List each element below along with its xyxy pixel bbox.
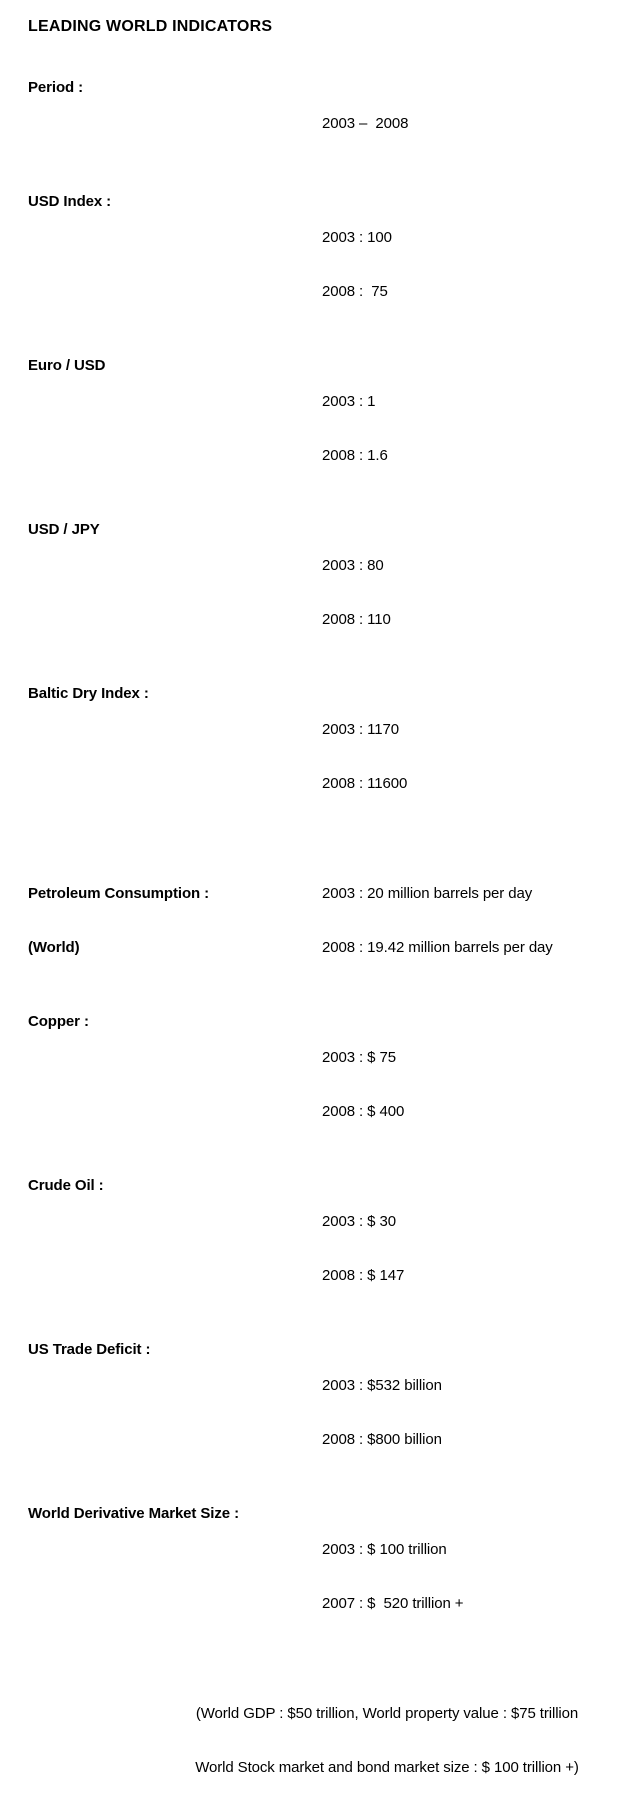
indicator-label: World Derivative Market Size : [28, 1505, 239, 1522]
indicator-label: US Trade Deficit : [28, 1341, 151, 1358]
indicator-row-euro-usd [28, 357, 624, 501]
indicator-values [322, 1341, 442, 1485]
value-line: 2008 : 75 [322, 283, 388, 300]
value-line: 2008 : $800 billion [322, 1431, 442, 1448]
indicator-values [322, 357, 388, 501]
value-line: 2008 : 110 [322, 611, 391, 628]
value-line: 2007 : $ 520 trillion + [322, 1595, 464, 1612]
indicator-values [322, 79, 408, 169]
page-title: LEADING WORLD INDICATORS [28, 18, 273, 35]
indicator-values [322, 849, 553, 993]
indicator-row-us-trade-deficit [28, 1341, 624, 1485]
value-line: 2008 : $ 400 [322, 1103, 405, 1120]
footnote-line: World Stock market and bond market size : $ 100 trillion +) [195, 1759, 579, 1776]
value-line: 2003 : $ 100 trillion [322, 1541, 447, 1558]
indicator-values [322, 685, 407, 829]
indicator-row-usd-index [28, 193, 624, 337]
value-line: 2003 : 1 [322, 393, 376, 410]
footnote [150, 1669, 624, 1813]
value-line: 2003 – 2008 [322, 115, 409, 132]
indicator-row-petroleum [28, 849, 624, 993]
value-line: 2008 : 19.42 million barrels per day [322, 939, 553, 956]
value-line: 2003 : $ 75 [322, 1049, 396, 1066]
value-line: 2003 : 1170 [322, 721, 400, 738]
indicator-row-crude-oil [28, 1177, 624, 1321]
indicator-row-copper [28, 1013, 624, 1157]
indicator-values [322, 1505, 463, 1649]
value-line: 2003 : $532 billion [322, 1377, 442, 1394]
indicator-label: Baltic Dry Index : [28, 685, 149, 702]
indicator-label: Period : [28, 79, 84, 96]
indicator-row-baltic-dry [28, 685, 624, 829]
indicator-label: USD / JPY [28, 521, 100, 538]
indicator-label: USD Index : [28, 193, 112, 210]
value-line: 2003 : 80 [322, 557, 384, 574]
value-line: 2003 : 100 [322, 229, 392, 246]
footnote-line: (World GDP : $50 trillion, World property value : $75 trillion [195, 1705, 579, 1722]
value-line: 2003 : 20 million barrels per day [322, 885, 533, 902]
value-line: 2008 : 11600 [322, 775, 408, 792]
value-line: 2003 : $ 30 [322, 1213, 396, 1230]
indicator-values [322, 1177, 404, 1321]
indicator-row-usd-jpy [28, 521, 624, 665]
indicator-label [28, 849, 322, 993]
indicator-label: Crude Oil : [28, 1177, 104, 1194]
label-line: (World) [28, 939, 80, 956]
indicator-label: Copper : [28, 1013, 89, 1030]
indicator-row-world-derivative [28, 1505, 624, 1649]
value-line: 2008 : 1.6 [322, 447, 388, 464]
value-line: 2008 : $ 147 [322, 1267, 405, 1284]
indicator-label: Euro / USD [28, 357, 106, 374]
label-line: Petroleum Consumption : [28, 885, 210, 902]
indicator-values [322, 1013, 404, 1157]
indicator-row-period [28, 79, 624, 169]
indicator-values [322, 521, 391, 665]
indicator-values [322, 193, 392, 337]
